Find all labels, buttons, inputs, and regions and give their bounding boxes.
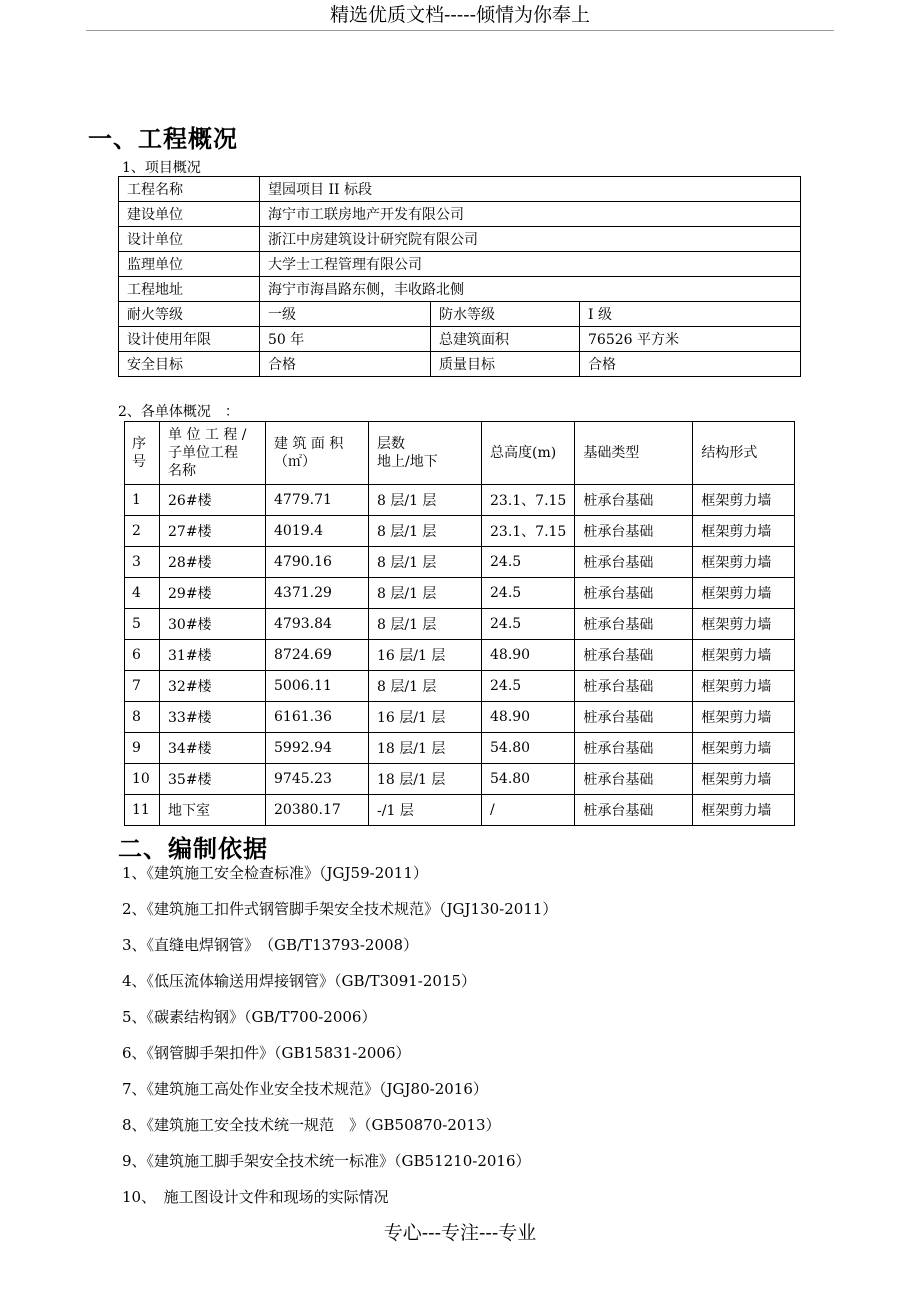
row-no-cell: 5 [125, 609, 160, 640]
reference-item: 9、《建筑施工脚手架安全技术统一标准》（GB51210-2016） [122, 1152, 531, 1170]
design-life-value: 50 年 [260, 327, 431, 352]
height-cell: / [482, 795, 575, 826]
area-cell: 9745.23 [266, 764, 369, 795]
table-row [119, 352, 801, 377]
header-unit-name [160, 422, 266, 485]
units-table [124, 421, 795, 826]
row-no-cell: 9 [125, 733, 160, 764]
foundation-cell: 桩承台基础 [575, 547, 693, 578]
foundation-cell: 桩承台基础 [575, 671, 693, 702]
quality-target-value: 合格 [580, 352, 801, 377]
waterproof-rating-value: I 级 [580, 302, 801, 327]
height-cell: 54.80 [482, 764, 575, 795]
row-no-cell: 2 [125, 516, 160, 547]
table-row [119, 202, 801, 227]
table-row [119, 227, 801, 252]
height-cell: 24.5 [482, 609, 575, 640]
section1-title: 一、工程概况 [88, 125, 238, 153]
unit-name-cell: 28#楼 [160, 547, 266, 578]
units-table-body [125, 485, 795, 826]
unit-name-cell: 33#楼 [160, 702, 266, 733]
row-no-cell: 3 [125, 547, 160, 578]
header-structure: 结构形式 [693, 422, 795, 485]
reference-item: 1、《建筑施工安全检查标准》（JGJ59-2011） [122, 864, 428, 882]
structure-cell: 框架剪力墙 [693, 733, 795, 764]
table-row [125, 733, 795, 764]
header-line: 建 筑 面 积 [274, 436, 344, 452]
header-height: 总高度(m) [482, 422, 575, 485]
floors-cell: 8 层/1 层 [369, 609, 482, 640]
reference-item: 10、 施工图设计文件和现场的实际情况 [122, 1188, 389, 1206]
table-row [119, 277, 801, 302]
reference-item: 6、《钢管脚手架扣件》（GB15831-2006） [122, 1044, 411, 1062]
safety-target-value: 合格 [260, 352, 431, 377]
project-overview-subtitle: 1、项目概况 [122, 160, 201, 176]
header-line: 名称 [168, 463, 196, 479]
label-cell: 设计使用年限 [119, 327, 260, 352]
reference-item: 8、《建筑施工安全技术统一规范 》（GB50870-2013） [122, 1116, 501, 1134]
section2-title: 二、编制依据 [118, 835, 268, 863]
reference-item: 5、《碳素结构钢》（GB/T700-2006） [122, 1008, 377, 1026]
reference-item: 7、《建筑施工高处作业安全技术规范》（JGJ80-2016） [122, 1080, 488, 1098]
table-row [125, 516, 795, 547]
area-cell: 20380.17 [266, 795, 369, 826]
header-line: 地上/地下 [377, 454, 438, 470]
structure-cell: 框架剪力墙 [693, 702, 795, 733]
project-name: 望园项目 II 标段 [260, 177, 801, 202]
unit-name-cell: 34#楼 [160, 733, 266, 764]
page-footer: 专心---专注---专业 [383, 1222, 537, 1244]
floors-cell: 8 层/1 层 [369, 671, 482, 702]
header-line: （㎡） [274, 454, 316, 470]
area-cell: 5006.11 [266, 671, 369, 702]
table-row [125, 609, 795, 640]
floors-cell: 18 层/1 层 [369, 733, 482, 764]
reference-item: 4、《低压流体输送用焊接钢管》（GB/T3091-2015） [122, 972, 477, 990]
label-cell: 工程名称 [119, 177, 260, 202]
label-cell: 质量目标 [431, 352, 580, 377]
structure-cell: 框架剪力墙 [693, 764, 795, 795]
structure-cell: 框架剪力墙 [693, 485, 795, 516]
unit-name-cell: 31#楼 [160, 640, 266, 671]
height-cell: 48.90 [482, 640, 575, 671]
table-row [125, 485, 795, 516]
row-no-cell: 10 [125, 764, 160, 795]
foundation-cell: 桩承台基础 [575, 702, 693, 733]
floors-cell: 8 层/1 层 [369, 485, 482, 516]
label-cell: 监理单位 [119, 252, 260, 277]
structure-cell: 框架剪力墙 [693, 516, 795, 547]
table-header-row [125, 422, 795, 485]
height-cell: 48.90 [482, 702, 575, 733]
designer-value: 浙江中房建筑设计研究院有限公司 [260, 227, 801, 252]
structure-cell: 框架剪力墙 [693, 795, 795, 826]
unit-name-cell: 26#楼 [160, 485, 266, 516]
height-cell: 24.5 [482, 671, 575, 702]
header-area [266, 422, 369, 485]
unit-name-cell: 29#楼 [160, 578, 266, 609]
reference-list [122, 855, 557, 1215]
foundation-cell: 桩承台基础 [575, 795, 693, 826]
table-row [119, 252, 801, 277]
total-area-value: 76526 平方米 [580, 327, 801, 352]
height-cell: 23.1、7.15 [482, 485, 575, 516]
height-cell: 23.1、7.15 [482, 516, 575, 547]
structure-cell: 框架剪力墙 [693, 578, 795, 609]
floors-cell: 16 层/1 层 [369, 640, 482, 671]
label-cell: 工程地址 [119, 277, 260, 302]
area-cell: 5992.94 [266, 733, 369, 764]
unit-name-cell: 地下室 [160, 795, 266, 826]
foundation-cell: 桩承台基础 [575, 640, 693, 671]
label-cell: 安全目标 [119, 352, 260, 377]
header-floors [369, 422, 482, 485]
area-cell: 6161.36 [266, 702, 369, 733]
header-line: 子单位工程 [168, 445, 238, 461]
structure-cell: 框架剪力墙 [693, 640, 795, 671]
foundation-cell: 桩承台基础 [575, 578, 693, 609]
table-row [125, 671, 795, 702]
row-no-cell: 7 [125, 671, 160, 702]
label-cell: 总建筑面积 [431, 327, 580, 352]
header-foundation: 基础类型 [575, 422, 693, 485]
table-row [125, 764, 795, 795]
height-cell: 24.5 [482, 578, 575, 609]
header-line: 序 [132, 436, 146, 452]
floors-cell: 18 层/1 层 [369, 764, 482, 795]
floors-cell: 8 层/1 层 [369, 547, 482, 578]
fire-rating-value: 一级 [260, 302, 431, 327]
table-row [125, 702, 795, 733]
row-no-cell: 8 [125, 702, 160, 733]
label-cell: 建设单位 [119, 202, 260, 227]
area-cell: 4779.71 [266, 485, 369, 516]
area-cell: 8724.69 [266, 640, 369, 671]
foundation-cell: 桩承台基础 [575, 609, 693, 640]
floors-cell: 8 层/1 层 [369, 516, 482, 547]
structure-cell: 框架剪力墙 [693, 547, 795, 578]
supervisor-value: 大学士工程管理有限公司 [260, 252, 801, 277]
area-cell: 4019.4 [266, 516, 369, 547]
foundation-cell: 桩承台基础 [575, 485, 693, 516]
table-row [125, 578, 795, 609]
builder-value: 海宁市工联房地产开发有限公司 [260, 202, 801, 227]
table-row [119, 327, 801, 352]
label-cell: 防水等级 [431, 302, 580, 327]
unit-name-cell: 27#楼 [160, 516, 266, 547]
foundation-cell: 桩承台基础 [575, 516, 693, 547]
row-no-cell: 1 [125, 485, 160, 516]
row-no-cell: 6 [125, 640, 160, 671]
project-overview-table [118, 176, 801, 377]
header-line: 号 [132, 454, 146, 470]
unit-name-cell: 35#楼 [160, 764, 266, 795]
table-row [119, 302, 801, 327]
foundation-cell: 桩承台基础 [575, 764, 693, 795]
table-row [125, 547, 795, 578]
reference-item: 3、《直缝电焊钢管》 （GB/T13793-2008） [122, 936, 419, 954]
area-cell: 4790.16 [266, 547, 369, 578]
label-cell: 耐火等级 [119, 302, 260, 327]
height-cell: 54.80 [482, 733, 575, 764]
floors-cell: -/1 层 [369, 795, 482, 826]
header-no [125, 422, 160, 485]
floors-cell: 16 层/1 层 [369, 702, 482, 733]
unit-name-cell: 32#楼 [160, 671, 266, 702]
row-no-cell: 4 [125, 578, 160, 609]
header-line: 单 位 工 程 / [168, 427, 247, 443]
structure-cell: 框架剪力墙 [693, 609, 795, 640]
floors-cell: 8 层/1 层 [369, 578, 482, 609]
label-cell: 设计单位 [119, 227, 260, 252]
address-value: 海宁市海昌路东侧，丰收路北侧 [260, 277, 801, 302]
units-overview-subtitle: 2、各单体概况 ： [118, 404, 239, 420]
table-row [119, 177, 801, 202]
unit-name-cell: 30#楼 [160, 609, 266, 640]
header-line: 层数 [377, 436, 405, 452]
area-cell: 4371.29 [266, 578, 369, 609]
table-row [125, 640, 795, 671]
table-row [125, 795, 795, 826]
reference-item: 2、《建筑施工扣件式钢管脚手架安全技术规范》（JGJ130-2011） [122, 900, 558, 918]
height-cell: 24.5 [482, 547, 575, 578]
foundation-cell: 桩承台基础 [575, 733, 693, 764]
row-no-cell: 11 [125, 795, 160, 826]
structure-cell: 框架剪力墙 [693, 671, 795, 702]
page-header: 精选优质文档-----倾情为你奉上 [86, 0, 834, 31]
area-cell: 4793.84 [266, 609, 369, 640]
